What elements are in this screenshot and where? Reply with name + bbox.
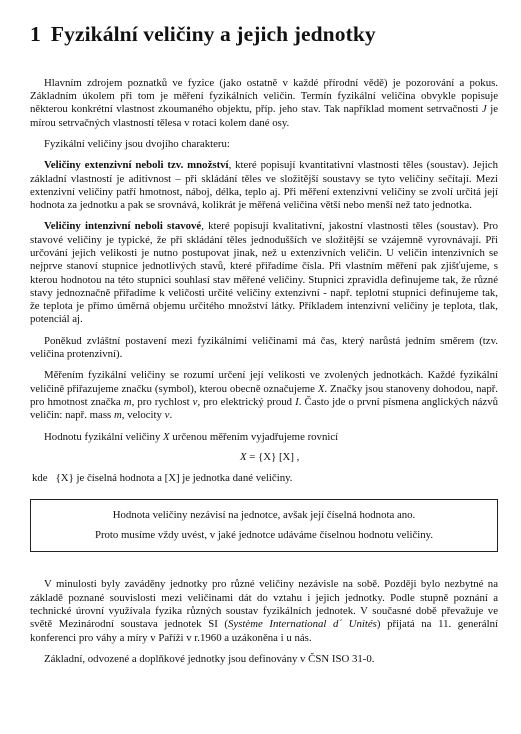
paragraph-intro-end: je mírou setrvačných vlastností tělesa v rotaci kolem dané osy. (30, 103, 498, 129)
symbol-X: X (163, 430, 170, 443)
text-fragment: určenou měřením vyjadřujeme rovnicí (169, 430, 339, 443)
paragraph-intro (30, 77, 498, 130)
text-fragment: . Značky jsou stanoveny dohodou, např. pro hmotnost značka (30, 382, 499, 408)
paragraph-measurement (30, 369, 498, 422)
term-intensive: Veličiny intenzivní neboli stavové (44, 220, 202, 233)
legend-text: {X} je číselná hodnota a [X] je jednotka dané veličiny. (55, 472, 293, 485)
legend-kde: kde (32, 472, 48, 485)
paragraph-intensive (30, 220, 498, 326)
text-fragment: Měřením fyzikální veličiny se rozumí určení její velikosti ve zvolených jednotkách. Každé fyzikální veličině přiřazujeme značku (symbol), kterou obecně označujeme (30, 369, 498, 395)
paragraph-extensive (30, 159, 498, 212)
text-fragment: , pro elektrický proud (197, 395, 296, 408)
symbol-J: J (481, 103, 487, 116)
paragraph-intro-text: Hlavním zdrojem poznatků ve fyzice (jako ostatně v každé přírodní vědě) je pozorování a pokus. Základním úkolem při tom je měření fyzikálních veličin. Termín fyzikální veličina obvykle popisuje některou konkrétní vlastnost zkoumaného objektu, příp. jeho stav. Tak například moment setrvačnosti (30, 76, 498, 116)
section-heading (30, 22, 498, 47)
text-fragment: Hodnotu fyzikální veličiny (44, 430, 164, 443)
text-fragment: V minulosti byly zaváděny jednotky pro různé veličiny nezávisle na sobě. Později bylo nezbytné na základě poznané souvislosti mezi veličinami dát do vztahu i jejich jednotky. Podle stupně poznání a technické úrovní využívala fyzika různých soustav fyzikálních jednotek. V současné době převažuje ve světě Mezinárodní soustava jednotek SI ( (30, 578, 498, 631)
equation-rhs: = {X} [X] , (246, 450, 300, 463)
document-page (30, 22, 498, 666)
equation-lhs: X (240, 450, 247, 463)
note-line-1: Hodnota veličiny nezávisí na jednotce, avšak její číselná hodnota ano. (112, 509, 416, 522)
si-french-name: Système International d´ Unités (228, 618, 377, 631)
text-fragment: ) přijatá na 11. generální konferenci pro váhy a míry v Paříži v r.1960 a uzákoněna i u nás. (30, 618, 498, 644)
symbol-m: m (113, 409, 122, 422)
note-box (30, 499, 498, 552)
symbol-I: I (295, 395, 299, 408)
paragraph-extensive-text: , které popisují kvantitativní vlastnosti těles (soustav). Jejich základní vlastností je aditivnost – při skládání těles ve složitější soustavy se tyto veličiny sečítají. Mezi extenzivní veličiny patří hmotnost, náboj, délka, teplo aj. Při měření extenzivní veličiny se zvolí určitá její hodnota za jednotku a pak se srovnává, kolikrát je měřená veličina větší nebo menší než tato jednotka. (30, 159, 498, 212)
paragraph-time: Poněkud zvláštní postavení mezi fyzikálními veličinami má čas, který narůstá jedním směrem (tzv. veličina protenzivní). (30, 334, 498, 361)
symbol-X: X (317, 382, 325, 395)
paragraph-two-kinds: Fyzikální veličiny jsou dvojího charakteru: (44, 137, 230, 150)
value-equation (30, 451, 498, 464)
symbol-v: v (164, 409, 170, 422)
symbol-v: v (192, 395, 198, 408)
note-line-2: Proto musíme vždy uvést, v jaké jednotce udáváme číselnou hodnotu veličiny. (94, 529, 434, 542)
equation-legend (30, 472, 498, 485)
text-fragment: . Často jde o první písmena anglických názvů veličin: např. mass (30, 395, 498, 422)
paragraph-intensive-text: , které popisují kvalitativní, jakostní vlastnosti těles (soustav). Pro stavové veličiny je typické, že při skládání těles jednodušších ve složitější se vzájemně vyrovnávají. Při určování jejich velikosti je nutno postupovat jinak, než u extenzivních veličin. U veličin intenzivních se nejprve stanoví stupnice jednotlivých stavů, které přiřadíme čísla. Při vlastním měření pak zjišťujeme, s kterou hodnotou na této stupnici souhlasí stav měřené veličiny. Stupnici zpravidla definujeme tak, že různé stavy jednoznačně přiřadíme k veličosti určité veličiny extenzivní - např. teplotní stupnici definujeme tak, že teplota je přímo úměrná objemu určitého množství látky. Příkladem intenzivní veličiny je teplota, tlak, potenciál aj. (30, 220, 498, 326)
paragraph-csn-iso: Základní, odvozené a doplňkové jednotky jsou definovány v ČSN ISO 31-0. (44, 652, 375, 665)
paragraph-si-history (30, 578, 498, 644)
text-fragment: , pro rychlost (131, 395, 193, 408)
symbol-m: m (123, 395, 132, 408)
section-title: Fyzikální veličiny a jejich jednotky (50, 22, 376, 46)
text-fragment: . (169, 409, 173, 422)
section-number: 1 (30, 22, 41, 46)
paragraph-value-equation-intro (30, 431, 498, 444)
term-extensive: Veličiny extenzivní neboli tzv. množství (44, 159, 229, 172)
text-fragment: , velocity (121, 409, 165, 422)
